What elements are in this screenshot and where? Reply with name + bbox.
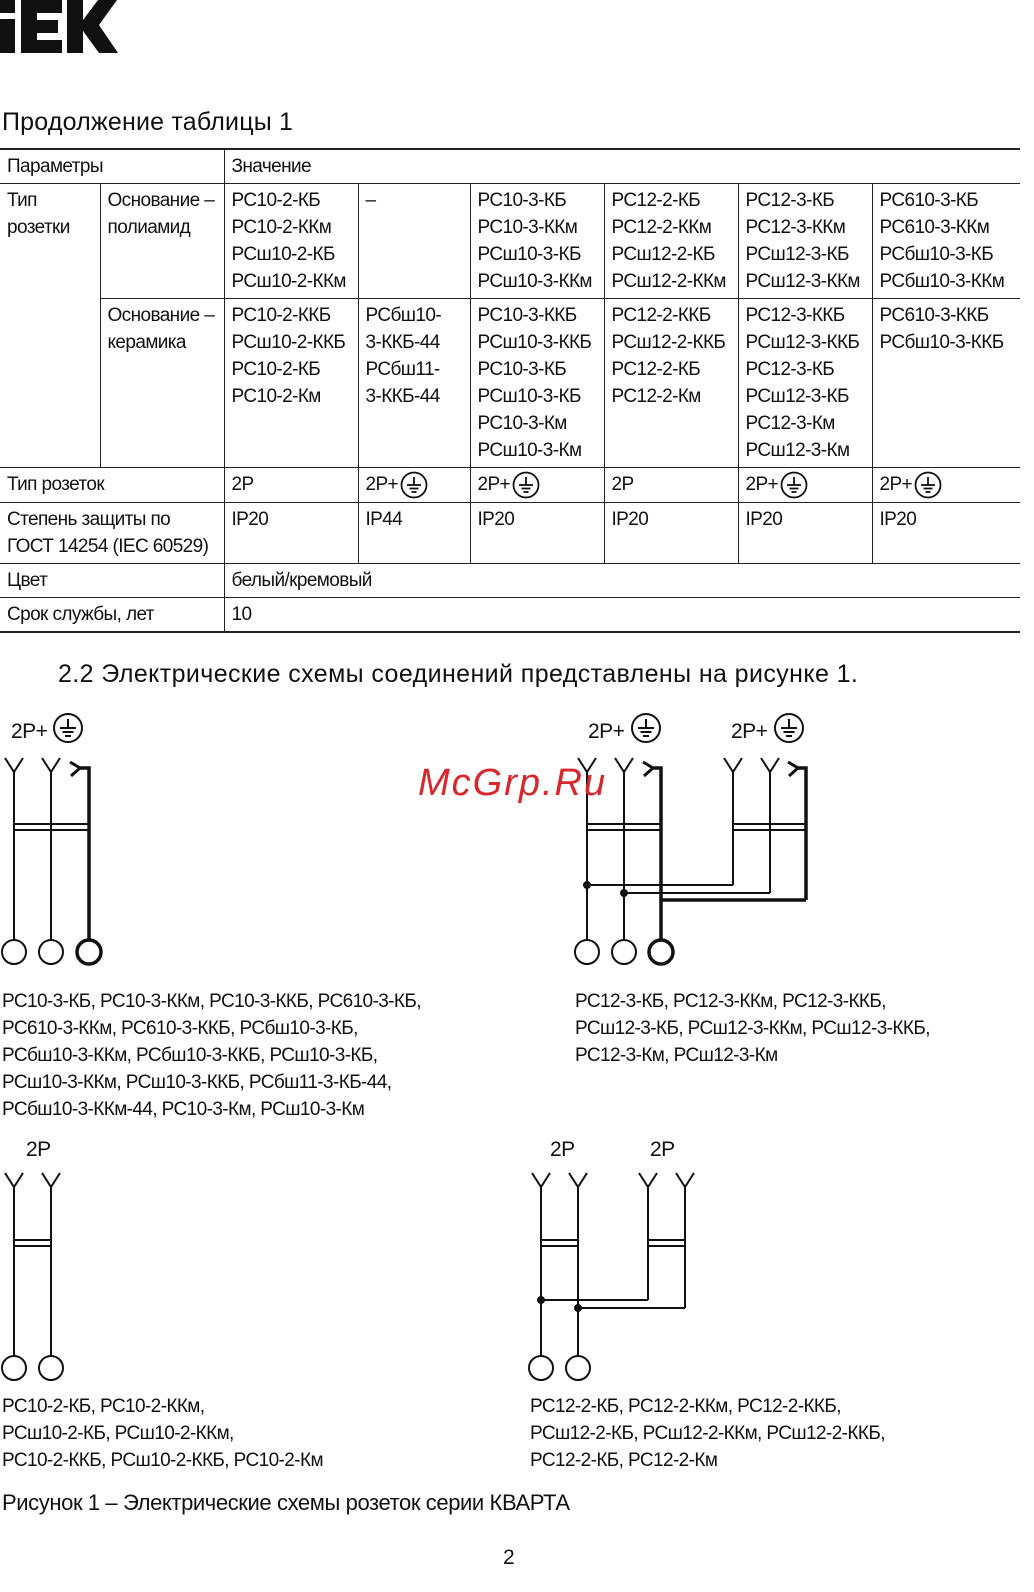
- diagram-caption-4: [530, 1393, 885, 1474]
- table-cell: IP20: [224, 503, 358, 564]
- life-value: 10: [224, 598, 1020, 633]
- diagram-2p-earth-double: [575, 714, 806, 964]
- table-cell: IP20: [470, 503, 604, 564]
- text-line: РСш12-2-ККБ: [611, 332, 726, 353]
- table-cell: IP20: [872, 503, 1020, 564]
- text-line: РС12-2-КБ, РС12-2-Км: [530, 1450, 718, 1471]
- text-line: РСш12-3-КБ, РСш12-3-ККм, РСш12-3-ККБ,: [575, 1018, 930, 1039]
- text-line: РСш10-3-КБ: [477, 244, 581, 265]
- text-line: РС12-3-ККм: [745, 217, 846, 238]
- ground-icon: [775, 714, 803, 742]
- text-line: –: [365, 190, 376, 211]
- text-line: РС10-2-КБ: [231, 359, 321, 380]
- text-line: РС610-3-ККм: [879, 217, 990, 238]
- table-caption: Продолжение таблицы 1: [2, 108, 294, 136]
- text-line: РСш12-3-КБ: [745, 244, 849, 265]
- diagram-label: 2Р: [650, 1138, 675, 1161]
- text-line: РС12-3-Км, РСш12-3-Км: [575, 1045, 778, 1066]
- text-line: РСш10-3-ККм, РСш10-3-ККБ, РСбш11-3-КБ-44,: [2, 1072, 392, 1093]
- text-line: РС12-3-ККБ: [745, 305, 845, 326]
- diagram-label: 2Р+: [588, 720, 625, 743]
- text-line: РСбш10-3-ККм, РСбш10-3-ККБ, РСш10-3-КБ,: [2, 1045, 378, 1066]
- diagram-caption-2: [575, 988, 930, 1069]
- text-line: РСш10-3-КБ: [477, 386, 581, 407]
- diagram-2p-double: [529, 1138, 694, 1380]
- text-line: РС12-3-КБ: [745, 359, 835, 380]
- text-line: РС12-3-Км: [745, 413, 835, 434]
- text-line: РСш12-2-КБ, РСш12-2-ККм, РСш12-2-ККБ,: [530, 1423, 885, 1444]
- table-cell: IP20: [738, 503, 872, 564]
- figure-caption: Рисунок 1 – Электрические схемы розеток серии КВАРТА: [2, 1490, 570, 1515]
- text-line: РСбш10-: [365, 305, 442, 326]
- text-line: РС10-3-КБ, РС10-3-ККм, РС10-3-ККБ, РС610-3-КБ,: [2, 991, 421, 1012]
- text-line: РСш10-2-ККБ: [231, 332, 346, 353]
- section-heading: 2.2 Электрические схемы соединений представлены на рисунке 1.: [58, 660, 859, 688]
- table-cell: IP20: [604, 503, 738, 564]
- life-label: Срок службы, лет: [0, 598, 224, 633]
- text-line: РС10-2-Км: [231, 386, 321, 407]
- text-line: РСбш10-3-ККм: [879, 271, 1005, 292]
- text-line: РСш10-3-Км: [477, 440, 582, 461]
- ground-icon: [54, 714, 82, 742]
- base-polyamide-label: Основание – полиамид: [100, 184, 224, 299]
- text-line: РС10-2-ККм: [231, 217, 332, 238]
- text-line: РС12-2-КБ, РС12-2-ККм, РС12-2-ККБ,: [530, 1396, 841, 1417]
- diagram-label: 2Р: [26, 1138, 51, 1161]
- text-line: РС610-3-КБ: [879, 190, 979, 211]
- text-line: РС10-3-ККБ: [477, 305, 577, 326]
- text-line: 3-ККБ-44: [365, 332, 440, 353]
- diagram-caption-3: [2, 1393, 323, 1474]
- base-ceramic-label: Основание – керамика: [100, 299, 224, 468]
- diagram-label: 2Р+: [11, 720, 48, 743]
- text-line: РС10-2-ККБ: [231, 305, 331, 326]
- text-line: РСш10-2-ККм: [231, 271, 346, 292]
- text-line: РС10-3-Км: [477, 413, 567, 434]
- header-value: Значение: [224, 149, 1020, 184]
- table-cell: IP44: [358, 503, 470, 564]
- text-line: РС12-3-КБ, РС12-3-ККм, РС12-3-ККБ,: [575, 991, 886, 1012]
- color-value: белый/кремовый: [224, 564, 1020, 598]
- watermark: McGrp.Ru: [418, 762, 608, 804]
- text-line: РС610-3-ККБ: [879, 305, 989, 326]
- text-line: РСбш10-3-ККм-44, РС10-3-Км, РСш10-3-Км: [2, 1099, 365, 1120]
- text-line: РСш12-3-КБ: [745, 386, 849, 407]
- text-line: РСш12-2-ККм: [611, 271, 726, 292]
- text-line: РСбш10-3-ККБ: [879, 332, 1004, 353]
- ground-icon: [632, 714, 660, 742]
- text-line: РСш12-3-Км: [745, 440, 850, 461]
- text-line: РС12-2-КБ: [611, 359, 701, 380]
- color-label: Цвет: [0, 564, 224, 598]
- outlet-type-label: Тип розеток: [0, 468, 224, 503]
- text-line: РС10-2-КБ, РС10-2-ККм,: [2, 1396, 205, 1417]
- diagram-caption-1: [2, 988, 421, 1123]
- text-line: РСш12-2-КБ: [611, 244, 715, 265]
- text-line: РСбш10-3-КБ: [879, 244, 994, 265]
- text-line: РС610-3-ККм, РС610-3-ККБ, РСбш10-3-КБ,: [2, 1018, 358, 1039]
- text-line: РС10-2-ККБ, РСш10-2-ККБ, РС10-2-Км: [2, 1450, 323, 1471]
- diagram-2p-single: [2, 1138, 63, 1380]
- text-line: РСш10-3-ККм: [477, 271, 592, 292]
- table-cell: 2Р+: [470, 468, 604, 503]
- text-line: РСш10-3-ККБ: [477, 332, 592, 353]
- table-cell: 2Р+: [872, 468, 1020, 503]
- diagram-label: 2Р: [550, 1138, 575, 1161]
- text-line: РС12-2-КБ: [611, 190, 701, 211]
- text-line: РСбш11-: [365, 359, 440, 380]
- text-line: РСш10-2-КБ, РСш10-2-ККм,: [2, 1423, 234, 1444]
- table-cell: 2Р+: [738, 468, 872, 503]
- text-line: РС12-3-КБ: [745, 190, 835, 211]
- protection-label: Степень защиты по ГОСТ 14254 (IEC 60529): [0, 503, 224, 564]
- text-line: РСш12-3-ККБ: [745, 332, 860, 353]
- socket-type-label: Тип розетки: [0, 184, 100, 468]
- text-line: РС10-3-КБ: [477, 359, 567, 380]
- text-line: РС12-2-ККБ: [611, 305, 711, 326]
- header-parameters: Параметры: [0, 149, 224, 184]
- table-cell: 2Р+: [358, 468, 470, 503]
- text-line: РС10-2-КБ: [231, 190, 321, 211]
- text-line: 3-ККБ-44: [365, 386, 440, 407]
- table-cell: 2Р: [224, 468, 358, 503]
- diagram-label: 2Р+: [731, 720, 768, 743]
- text-line: РС12-2-ККм: [611, 217, 712, 238]
- text-line: РС10-3-КБ: [477, 190, 567, 211]
- diagram-2p-earth-single: [2, 714, 101, 964]
- text-line: РСш12-3-ККм: [745, 271, 860, 292]
- text-line: РС12-2-Км: [611, 386, 701, 407]
- text-line: РС10-3-ККм: [477, 217, 578, 238]
- text-line: РСш10-2-КБ: [231, 244, 335, 265]
- page-number: 2: [503, 1546, 515, 1569]
- table-cell: 2Р: [604, 468, 738, 503]
